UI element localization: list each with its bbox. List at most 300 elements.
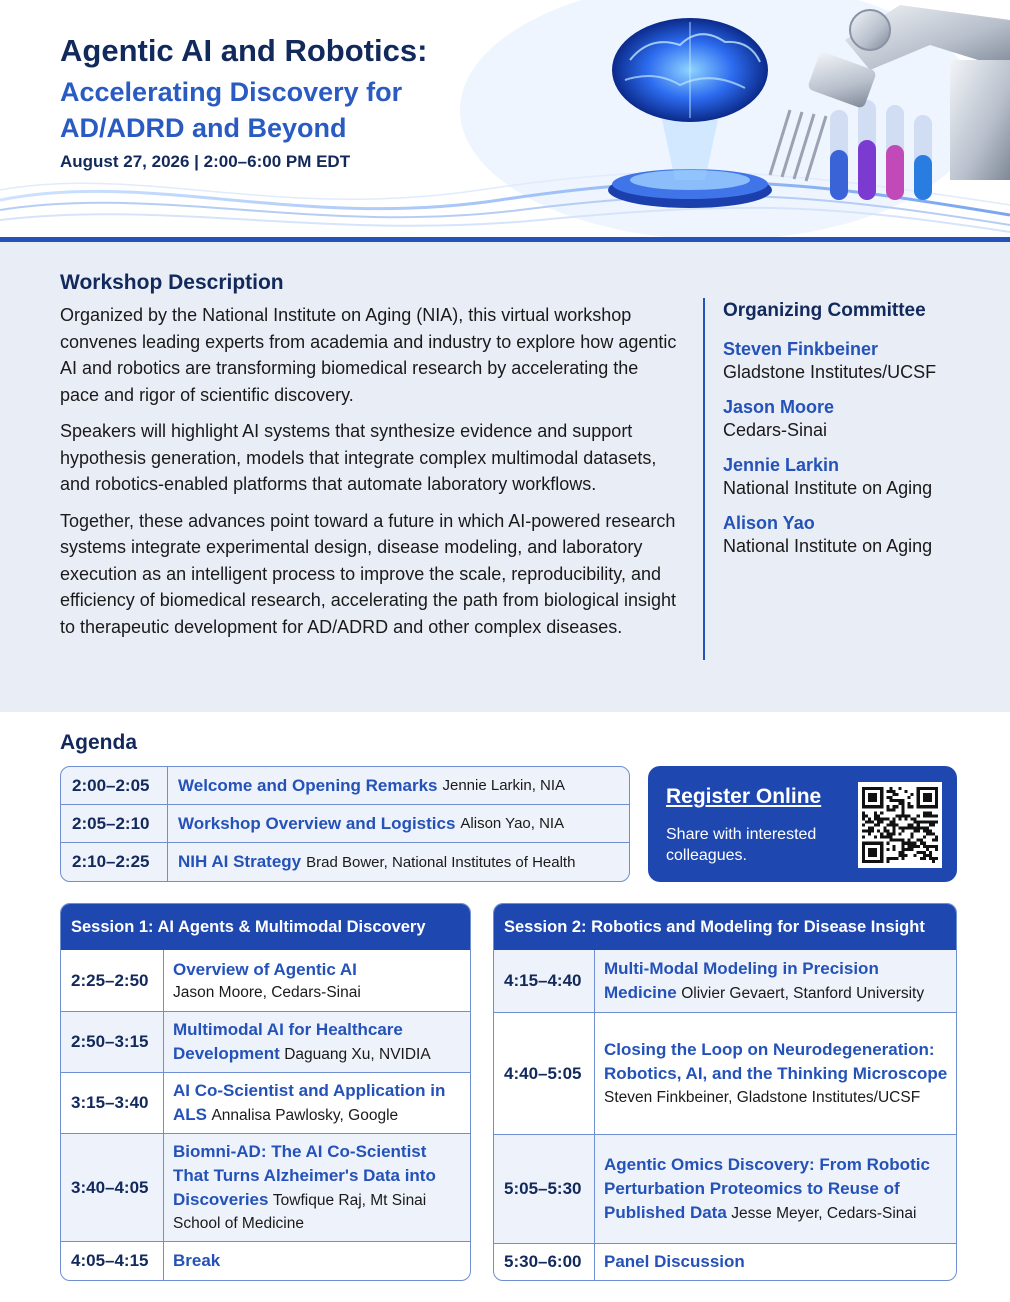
qr-module — [880, 805, 883, 808]
qr-module — [929, 787, 932, 790]
member-affiliation: National Institute on Aging — [723, 536, 933, 556]
session-2-table — [493, 903, 957, 1281]
qr-module — [923, 787, 926, 790]
qr-module — [889, 808, 892, 811]
qr-module — [920, 851, 923, 854]
qr-module — [880, 860, 883, 863]
qr-module — [908, 796, 911, 799]
qr-module — [902, 802, 905, 805]
agenda-speaker: Alison Yao, NIA — [460, 815, 565, 832]
qr-module — [865, 805, 868, 808]
qr-module — [880, 851, 883, 854]
qr-module — [911, 842, 914, 845]
qr-module — [862, 854, 865, 857]
qr-module — [886, 833, 889, 836]
session-time: 4:40–5:05 — [494, 1013, 595, 1134]
qr-module — [917, 796, 920, 799]
organizing-committee — [723, 300, 1003, 570]
session-time: 5:30–6:00 — [494, 1244, 595, 1280]
qr-module — [886, 817, 889, 820]
qr-module — [923, 845, 926, 848]
agenda-time: 2:10–2:25 — [61, 843, 168, 881]
qr-module — [923, 836, 926, 839]
talk-title: Biomni-AD: The AI Co-Scientist That Turns Alzheimer's Data into Discoveries — [173, 1142, 436, 1209]
session-item — [164, 1073, 470, 1133]
qr-module — [862, 805, 865, 808]
qr-module — [886, 796, 889, 799]
qr-module — [877, 823, 880, 826]
qr-module — [880, 848, 883, 851]
committee-member — [723, 338, 1003, 384]
qr-module — [935, 793, 938, 796]
qr-module — [892, 805, 895, 808]
qr-module — [871, 842, 874, 845]
qr-module — [908, 802, 911, 805]
qr-module — [908, 823, 911, 826]
qr-module — [877, 814, 880, 817]
qr-module — [932, 787, 935, 790]
qr-module — [868, 848, 871, 851]
session-time: 4:15–4:40 — [494, 950, 595, 1012]
talk-speaker: Olivier Gevaert, Stanford University — [681, 985, 925, 1002]
qr-module — [905, 848, 908, 851]
qr-module — [874, 814, 877, 817]
qr-module — [923, 796, 926, 799]
qr-module — [920, 842, 923, 845]
qr-module — [926, 854, 929, 857]
qr-module — [862, 814, 865, 817]
session-row — [61, 1134, 470, 1242]
qr-module — [889, 799, 892, 802]
qr-module — [932, 845, 935, 848]
qr-module — [914, 854, 917, 857]
session-row — [61, 1242, 470, 1280]
qr-module — [892, 799, 895, 802]
qr-module — [917, 799, 920, 802]
qr-module — [932, 833, 935, 836]
qr-module — [926, 827, 929, 830]
qr-module — [889, 836, 892, 839]
qr-module — [920, 820, 923, 823]
qr-module — [865, 814, 868, 817]
committee-heading: Organizing Committee — [723, 300, 926, 321]
qr-module — [892, 830, 895, 833]
qr-module — [929, 851, 932, 854]
qr-module — [926, 811, 929, 814]
qr-module — [935, 839, 938, 842]
qr-module — [874, 817, 877, 820]
opening-agenda-table — [60, 766, 630, 882]
talk-title: Agentic Omics Discovery: From Robotic Perturbation Proteomics to Reuse of Published Data — [604, 1155, 930, 1222]
qr-module — [926, 799, 929, 802]
qr-module — [862, 836, 865, 839]
session-time: 4:05–4:15 — [61, 1242, 164, 1280]
qr-module — [911, 793, 914, 796]
session-item — [164, 1012, 470, 1072]
qr-module — [898, 787, 901, 790]
qr-module — [868, 833, 871, 836]
qr-code-icon[interactable] — [858, 782, 942, 868]
talk-title: Closing the Loop on Neurodegeneration: Robotics, AI, and the Thinking Microscope — [604, 1040, 948, 1083]
qr-module — [880, 833, 883, 836]
qr-module — [908, 839, 911, 842]
qr-module — [880, 836, 883, 839]
qr-module — [911, 833, 914, 836]
qr-module — [935, 796, 938, 799]
session-item — [164, 1242, 470, 1280]
qr-module — [886, 790, 889, 793]
qr-module — [911, 836, 914, 839]
agenda-title: NIH AI Strategy — [178, 852, 302, 871]
qr-module — [923, 857, 926, 860]
qr-module — [914, 820, 917, 823]
member-affiliation: Gladstone Institutes/UCSF — [723, 362, 937, 382]
qr-module — [868, 860, 871, 863]
talk-title: Break — [173, 1251, 221, 1270]
qr-module — [926, 845, 929, 848]
qr-module — [880, 802, 883, 805]
qr-module — [914, 817, 917, 820]
qr-module — [862, 830, 865, 833]
agenda-row — [61, 805, 629, 843]
register-note: Share with interested colleagues. — [666, 826, 817, 864]
session-row — [61, 1012, 470, 1073]
agenda-title: Welcome and Opening Remarks — [178, 775, 438, 795]
session-item — [164, 1134, 470, 1241]
qr-module — [929, 793, 932, 796]
page-subtitle: Accelerating Discovery for AD/ADRD and Beyond — [60, 77, 403, 143]
qr-module — [883, 817, 886, 820]
qr-module — [932, 860, 935, 863]
qr-module — [935, 790, 938, 793]
qr-module — [880, 845, 883, 848]
qr-module — [935, 802, 938, 805]
qr-module — [874, 836, 877, 839]
qr-module — [917, 823, 920, 826]
session-1-table — [60, 903, 471, 1281]
talk-title: Multimodal AI for Healthcare Development — [173, 1020, 403, 1063]
qr-module — [929, 811, 932, 814]
qr-module — [902, 830, 905, 833]
talk-title: Multi-Modal Modeling in Precision Medicine — [604, 959, 879, 1002]
agenda-title: Workshop Overview and Logistics — [178, 813, 456, 833]
qr-module — [889, 796, 892, 799]
qr-module — [892, 833, 895, 836]
talk-speaker: Jason Moore, Cedars-Sinai — [173, 983, 361, 1001]
qr-module — [905, 814, 908, 817]
qr-module — [880, 787, 883, 790]
qr-module — [862, 845, 865, 848]
qr-module — [895, 793, 898, 796]
qr-module — [911, 823, 914, 826]
talk-speaker: Daguang Xu, NVIDIA — [284, 1046, 431, 1063]
session-heading: Session 2: Robotics and Modeling for Disease Insight — [494, 904, 956, 950]
qr-module — [902, 811, 905, 814]
qr-module — [871, 830, 874, 833]
qr-module — [871, 805, 874, 808]
qr-module — [935, 787, 938, 790]
talk-title: Overview of Agentic AI — [173, 959, 357, 979]
qr-module — [892, 808, 895, 811]
qr-module — [862, 823, 865, 826]
qr-module — [892, 845, 895, 848]
description-paragraph: Organized by the National Institute on Aging (NIA), this virtual workshop convenes leading experts from academia and industry to explore how agentic AI and robotics are transforming biomedical research by accelerating the pace and rigor of scientific discovery. — [60, 305, 677, 405]
qr-module — [914, 830, 917, 833]
qr-module — [902, 814, 905, 817]
qr-module — [935, 799, 938, 802]
qr-module — [923, 854, 926, 857]
session-item — [595, 1135, 956, 1243]
qr-module — [868, 817, 871, 820]
qr-module — [868, 793, 871, 796]
qr-module — [892, 827, 895, 830]
member-name: Jason Moore — [723, 397, 835, 417]
qr-module — [914, 845, 917, 848]
qr-module — [917, 839, 920, 842]
qr-module — [871, 827, 874, 830]
qr-module — [874, 805, 877, 808]
qr-module — [932, 805, 935, 808]
qr-module — [923, 799, 926, 802]
session-time: 5:05–5:30 — [494, 1135, 595, 1243]
qr-module — [923, 842, 926, 845]
committee-member — [723, 396, 1003, 442]
qr-module — [895, 839, 898, 842]
qr-module — [929, 823, 932, 826]
qr-module — [868, 851, 871, 854]
qr-module — [895, 823, 898, 826]
agenda-speaker: Jennie Larkin, NIA — [442, 777, 566, 794]
qr-module — [929, 854, 932, 857]
agenda-time: 2:00–2:05 — [61, 767, 168, 804]
qr-module — [932, 839, 935, 842]
qr-module — [892, 793, 895, 796]
qr-module — [898, 817, 901, 820]
qr-module — [883, 827, 886, 830]
description-paragraph: Together, these advances point toward a future in which AI-powered research systems integrate experimental design, disease modeling, and laboratory execution as an intelligent process to improve the scale, reproducibility, and efficiency of biomedical research, accelerating the path from biological insight to therapeutic development for AD/ADRD and other complex diseases. — [60, 510, 676, 637]
qr-module — [935, 857, 938, 860]
qr-module — [902, 799, 905, 802]
qr-module — [862, 799, 865, 802]
qr-module — [917, 830, 920, 833]
qr-module — [871, 854, 874, 857]
qr-module — [923, 793, 926, 796]
qr-module — [877, 842, 880, 845]
qr-module — [935, 805, 938, 808]
agenda-time: 2:05–2:10 — [61, 805, 168, 842]
qr-module — [871, 820, 874, 823]
register-link[interactable]: Register Online — [666, 785, 822, 808]
qr-module — [920, 839, 923, 842]
qr-module — [923, 814, 926, 817]
qr-module — [898, 839, 901, 842]
session-item — [164, 950, 470, 1011]
qr-module — [895, 857, 898, 860]
qr-module — [880, 857, 883, 860]
qr-module — [880, 793, 883, 796]
member-name: Steven Finkbeiner — [723, 339, 879, 359]
session-heading: Session 1: AI Agents & Multimodal Discovery — [61, 904, 470, 950]
qr-module — [862, 842, 865, 845]
qr-module — [862, 811, 865, 814]
qr-module — [898, 854, 901, 857]
qr-module — [929, 857, 932, 860]
qr-module — [892, 839, 895, 842]
session-row — [494, 950, 956, 1013]
session-time: 3:15–3:40 — [61, 1073, 164, 1133]
qr-module — [923, 830, 926, 833]
qr-module — [926, 796, 929, 799]
qr-module — [877, 860, 880, 863]
qr-module — [868, 827, 871, 830]
qr-module — [862, 848, 865, 851]
qr-module — [929, 814, 932, 817]
qr-module — [868, 830, 871, 833]
qr-module — [871, 848, 874, 851]
register-box — [648, 766, 957, 882]
qr-module — [905, 790, 908, 793]
qr-module — [902, 839, 905, 842]
qr-module — [905, 842, 908, 845]
qr-module — [862, 817, 865, 820]
qr-module — [898, 833, 901, 836]
qr-module — [920, 787, 923, 790]
qr-module — [926, 805, 929, 808]
qr-module — [917, 845, 920, 848]
qr-module — [908, 805, 911, 808]
description-heading: Workshop Description — [60, 271, 284, 294]
qr-module — [932, 820, 935, 823]
qr-module — [868, 787, 871, 790]
session-row — [61, 950, 470, 1012]
member-affiliation: Cedars-Sinai — [723, 420, 828, 440]
committee-divider — [703, 298, 705, 660]
qr-module — [926, 833, 929, 836]
qr-module — [902, 842, 905, 845]
qr-module — [880, 796, 883, 799]
session-item — [595, 1244, 956, 1280]
qr-module — [862, 796, 865, 799]
qr-module — [868, 796, 871, 799]
qr-module — [886, 842, 889, 845]
qr-module — [865, 860, 868, 863]
qr-module — [886, 830, 889, 833]
qr-module — [889, 823, 892, 826]
session-row — [494, 1013, 956, 1135]
qr-module — [929, 845, 932, 848]
qr-module — [871, 851, 874, 854]
qr-module — [902, 851, 905, 854]
qr-module — [889, 839, 892, 842]
qr-module — [892, 823, 895, 826]
qr-module — [886, 857, 889, 860]
qr-module — [889, 820, 892, 823]
qr-module — [865, 820, 868, 823]
qr-module — [880, 817, 883, 820]
qr-module — [923, 851, 926, 854]
qr-module — [929, 820, 932, 823]
qr-module — [917, 820, 920, 823]
qr-module — [862, 790, 865, 793]
qr-module — [923, 805, 926, 808]
qr-module — [862, 857, 865, 860]
agenda-item — [168, 843, 629, 881]
qr-module — [935, 814, 938, 817]
qr-module — [926, 787, 929, 790]
qr-module — [898, 814, 901, 817]
qr-module — [880, 854, 883, 857]
qr-module — [911, 848, 914, 851]
talk-title: AI Co-Scientist and Application in ALS — [173, 1081, 446, 1124]
qr-module — [929, 796, 932, 799]
qr-module — [923, 811, 926, 814]
qr-module — [886, 860, 889, 863]
qr-module — [877, 787, 880, 790]
qr-module — [880, 790, 883, 793]
qr-module — [865, 842, 868, 845]
qr-module — [917, 814, 920, 817]
talk-title: Panel Discussion — [604, 1252, 745, 1271]
qr-module — [926, 820, 929, 823]
qr-module — [908, 845, 911, 848]
qr-module — [917, 802, 920, 805]
qr-module — [905, 817, 908, 820]
talk-speaker: Towfique Raj, Mt Sinai School of Medicine — [173, 1192, 427, 1232]
qr-module — [874, 823, 877, 826]
qr-module — [926, 793, 929, 796]
qr-module — [874, 842, 877, 845]
qr-module — [895, 799, 898, 802]
qr-module — [917, 790, 920, 793]
qr-module — [877, 817, 880, 820]
qr-module — [886, 848, 889, 851]
qr-module — [926, 814, 929, 817]
qr-module — [871, 799, 874, 802]
qr-module — [908, 814, 911, 817]
qr-module — [902, 857, 905, 860]
qr-module — [874, 796, 877, 799]
session-row — [494, 1135, 956, 1244]
qr-module — [865, 830, 868, 833]
qr-module — [889, 833, 892, 836]
description-paragraph: Speakers will highlight AI systems that synthesize evidence and support hypothesis generation, models that integrate complex multimodal datasets, and robotics-enabled platforms that automate laboratory workflows. — [60, 421, 657, 494]
qr-module — [932, 814, 935, 817]
qr-module — [874, 787, 877, 790]
qr-module — [895, 814, 898, 817]
agenda-row — [61, 843, 629, 881]
qr-module — [920, 857, 923, 860]
talk-speaker: Annalisa Pawlosky, Google — [211, 1107, 399, 1124]
session-item — [595, 950, 956, 1012]
qr-module — [862, 793, 865, 796]
qr-module — [865, 787, 868, 790]
member-name: Jennie Larkin — [723, 455, 840, 475]
qr-module — [902, 854, 905, 857]
qr-module — [889, 857, 892, 860]
qr-module — [892, 857, 895, 860]
qr-module — [874, 848, 877, 851]
committee-member — [723, 454, 1003, 500]
qr-module — [874, 811, 877, 814]
agenda-item — [168, 805, 629, 842]
qr-module — [917, 793, 920, 796]
qr-module — [935, 836, 938, 839]
qr-module — [871, 796, 874, 799]
event-date: August 27, 2026 | 2:00–6:00 PM EDT — [60, 152, 351, 171]
qr-module — [932, 857, 935, 860]
committee-member — [723, 512, 1003, 558]
qr-module — [895, 805, 898, 808]
